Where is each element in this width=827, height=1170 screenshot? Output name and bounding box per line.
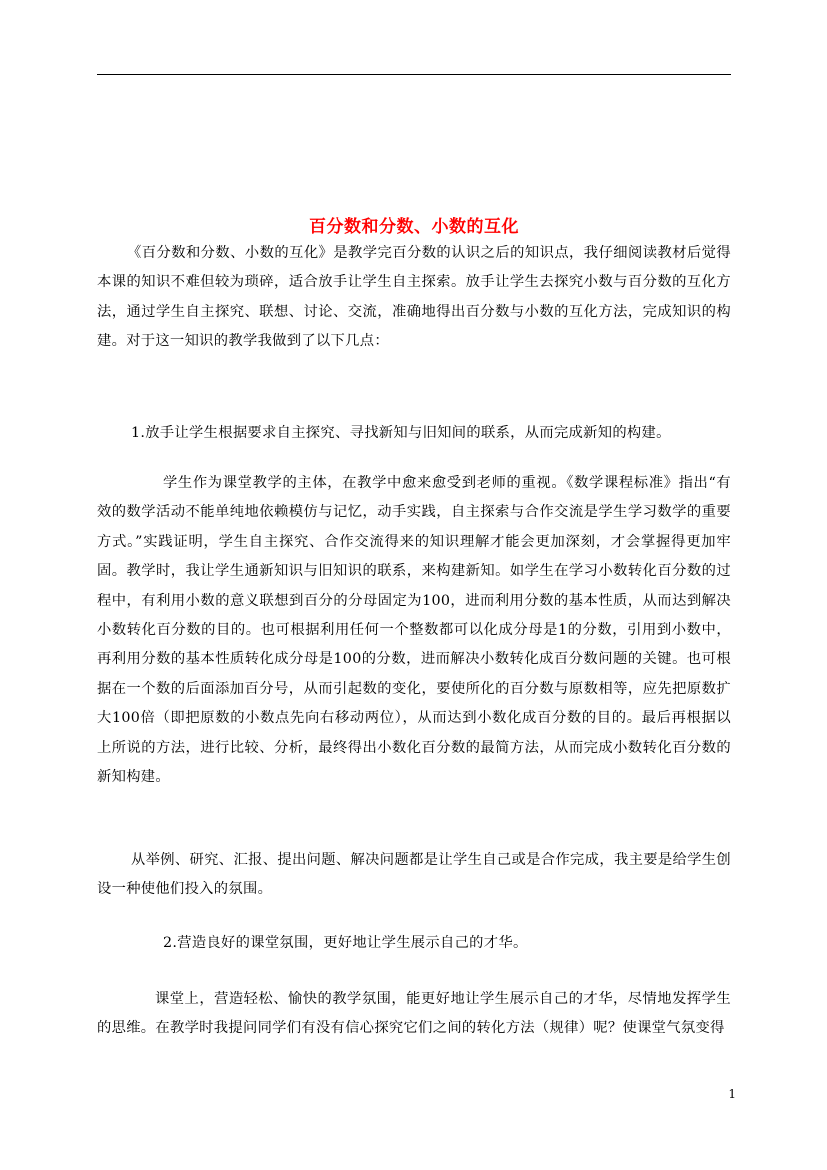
section-heading-1: 1.放手让学生根据要求自主探究、寻找新知与旧知间的联系，从而完成新知的构建。 [131, 425, 671, 441]
section-2-paragraph: 课堂上，营造轻松、愉快的教学氛围，能更好地让学生展示自己的才华，尽情地发挥学生的思维。在教学时我提问同学们有没有信心探究它们之间的转化方法（规律）呢？使课堂气氛变得 [97, 991, 731, 1037]
section-1-summary-paragraph: 从举例、研究、汇报、提出问题、解决问题都是让学生自己或是合作完成，我主要是给学生创设一种使他们投入的氛围。 [97, 852, 731, 898]
intro-paragraph: 《百分数和分数、小数的互化》是教学完百分数的认识之后的知识点，我仔细阅读教材后觉得本课的知识不难但较为琐碎，适合放手让学生自主探索。放手让学生去探究小数与百分数的互化方法，通过学生自主探究、联想、讨论、交流，准确地得出百分数与小数的互化方法，完成知识的构建。对于这一知识的教学我做到了以下几点： [97, 245, 731, 350]
section-1-paragraph: 学生作为课堂教学的主体，在教学中愈来愈受到老师的重视。《数学课程标准》指出“有效的数学活动不能单纯地依赖模仿与记忆，动手实践，自主探索与合作交流是学生学习数学的重要方式。”实践证明，学生自主探究、合作交流得来的知识理解才能会更加深刻，才会掌握得更加牢固。教学时，我让学生通新知识与旧知识的联系，来构建新知。如学生在学习小数转化百分数的过程中，有利用小数的意义联想到百分的分母固定为100，进而利用分数的基本性质，从而达到解决小数转化百分数的目的。也可根据利用任何一个整数都可以化成分母是1的分数，引用到小数中，再利用分数的基本性质转化成分母是100的分数，进而解决小数转化成百分数问题的关键。也可根据在一个数的后面添加百分号，从而引起数的变化，要使所化的百分数与原数相等，应先把原数扩大100倍（即把原数的小数点先向右移动两位），从而达到小数化成百分数的目的。最后再根据以上所说的方法，进行比较、分析，最终得出小数化百分数的最简方法，从而完成小数转化百分数的新知构建。 [97, 475, 731, 786]
page-number: 1 [728, 1087, 736, 1101]
document-title: 百分数和分数、小数的互化 [309, 217, 519, 237]
header-rule [97, 74, 731, 75]
section-heading-2: 2.营造良好的课堂氛围，更好地让学生展示自己的才华。 [163, 935, 528, 951]
